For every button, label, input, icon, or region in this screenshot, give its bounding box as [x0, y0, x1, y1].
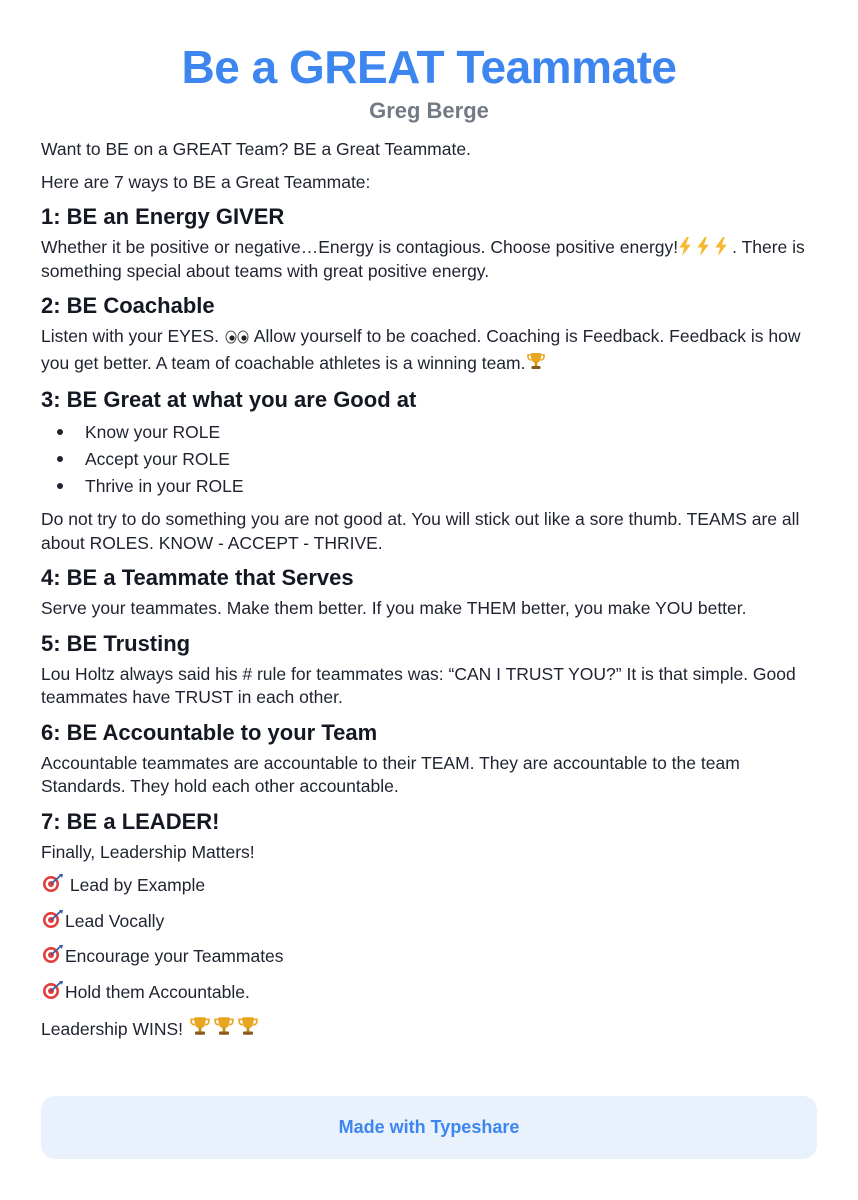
direct-hit-target-icon [42, 980, 64, 1007]
made-with-typeshare-button[interactable] [41, 1096, 817, 1159]
section-text-part: Whether it be positive or negative…Energy is contagious. Choose positive energy! [41, 237, 679, 257]
closing-text: Leadership WINS! [41, 1019, 184, 1039]
intro-line: Want to BE on a GREAT Team? BE a Great Teammate. [41, 139, 471, 159]
section-text: Serve your teammates. Make them better. If you make THEM better, you make YOU better. [41, 598, 747, 618]
section-text-part: Allow yourself to be coached. Coaching is Feedback. Feedback is how you get better. A team of coachable athletes is a winning team. [41, 326, 801, 373]
leadership-item-label: Hold them Accountable. [65, 981, 250, 1002]
list-item: Thrive in your ROLE [85, 473, 817, 500]
list-item: Accept your ROLE [85, 446, 817, 473]
section-text-part: Listen with your EYES. [41, 326, 219, 346]
eyes-icon [225, 327, 249, 351]
closing-line [41, 1015, 817, 1042]
lightning-bolt-icon [678, 237, 732, 257]
leadership-item [41, 873, 817, 900]
cta-label: Made with Typeshare [338, 1117, 520, 1137]
section-heading: 2: BE Coachable [41, 293, 215, 318]
intro-line: Here are 7 ways to BE a Great Teammate: [41, 171, 371, 192]
section-heading: 3: BE Great at what you are Good at [41, 387, 417, 412]
leadership-item-label: Lead Vocally [65, 910, 165, 931]
section-text [41, 236, 817, 283]
direct-hit-target-icon [42, 944, 64, 971]
role-list [41, 419, 817, 500]
direct-hit-target-icon [42, 909, 64, 936]
section-heading: 7: BE a LEADER! [41, 808, 220, 834]
section-text [41, 325, 817, 377]
direct-hit-target-icon [42, 873, 64, 900]
section-text: Do not try to do something you are not good at. You will stick out like a sore thumb. TEAMS are all about ROLES. KNOW - ACCEPT - THRIVE. [41, 509, 800, 553]
author-name: Greg Berge [369, 98, 489, 123]
section-text: Finally, Leadership Matters! [41, 841, 255, 862]
section-heading: 6: BE Accountable to your Team [41, 719, 378, 745]
list-item: Know your ROLE [85, 419, 817, 446]
article [41, 38, 817, 1051]
section-text: Lou Holtz always said his # rule for teammates was: “CAN I TRUST YOU?” It is that simple. Good teammates have TRUST in each other. [41, 663, 796, 707]
trophy-icon [188, 1019, 260, 1039]
leadership-item [41, 909, 817, 936]
leadership-item-label: Encourage your Teammates [65, 946, 284, 966]
section-heading: 1: BE an Energy GIVER [41, 204, 285, 229]
section-heading: 4: BE a Teammate that Serves [41, 565, 354, 590]
section-text-part: . There is something special about teams with great positive energy. [41, 237, 805, 281]
section-heading: 5: BE Trusting [41, 630, 191, 656]
leadership-item-label: Lead by Example [65, 875, 206, 895]
leadership-item [41, 980, 817, 1007]
trophy-icon [526, 351, 546, 378]
leadership-item [41, 944, 817, 971]
page-title: Be a GREAT Teammate [181, 41, 677, 93]
section-text: Accountable teammates are accountable to their TEAM. They are accountable to the team Standards. They hold each other accountable. [41, 752, 740, 796]
